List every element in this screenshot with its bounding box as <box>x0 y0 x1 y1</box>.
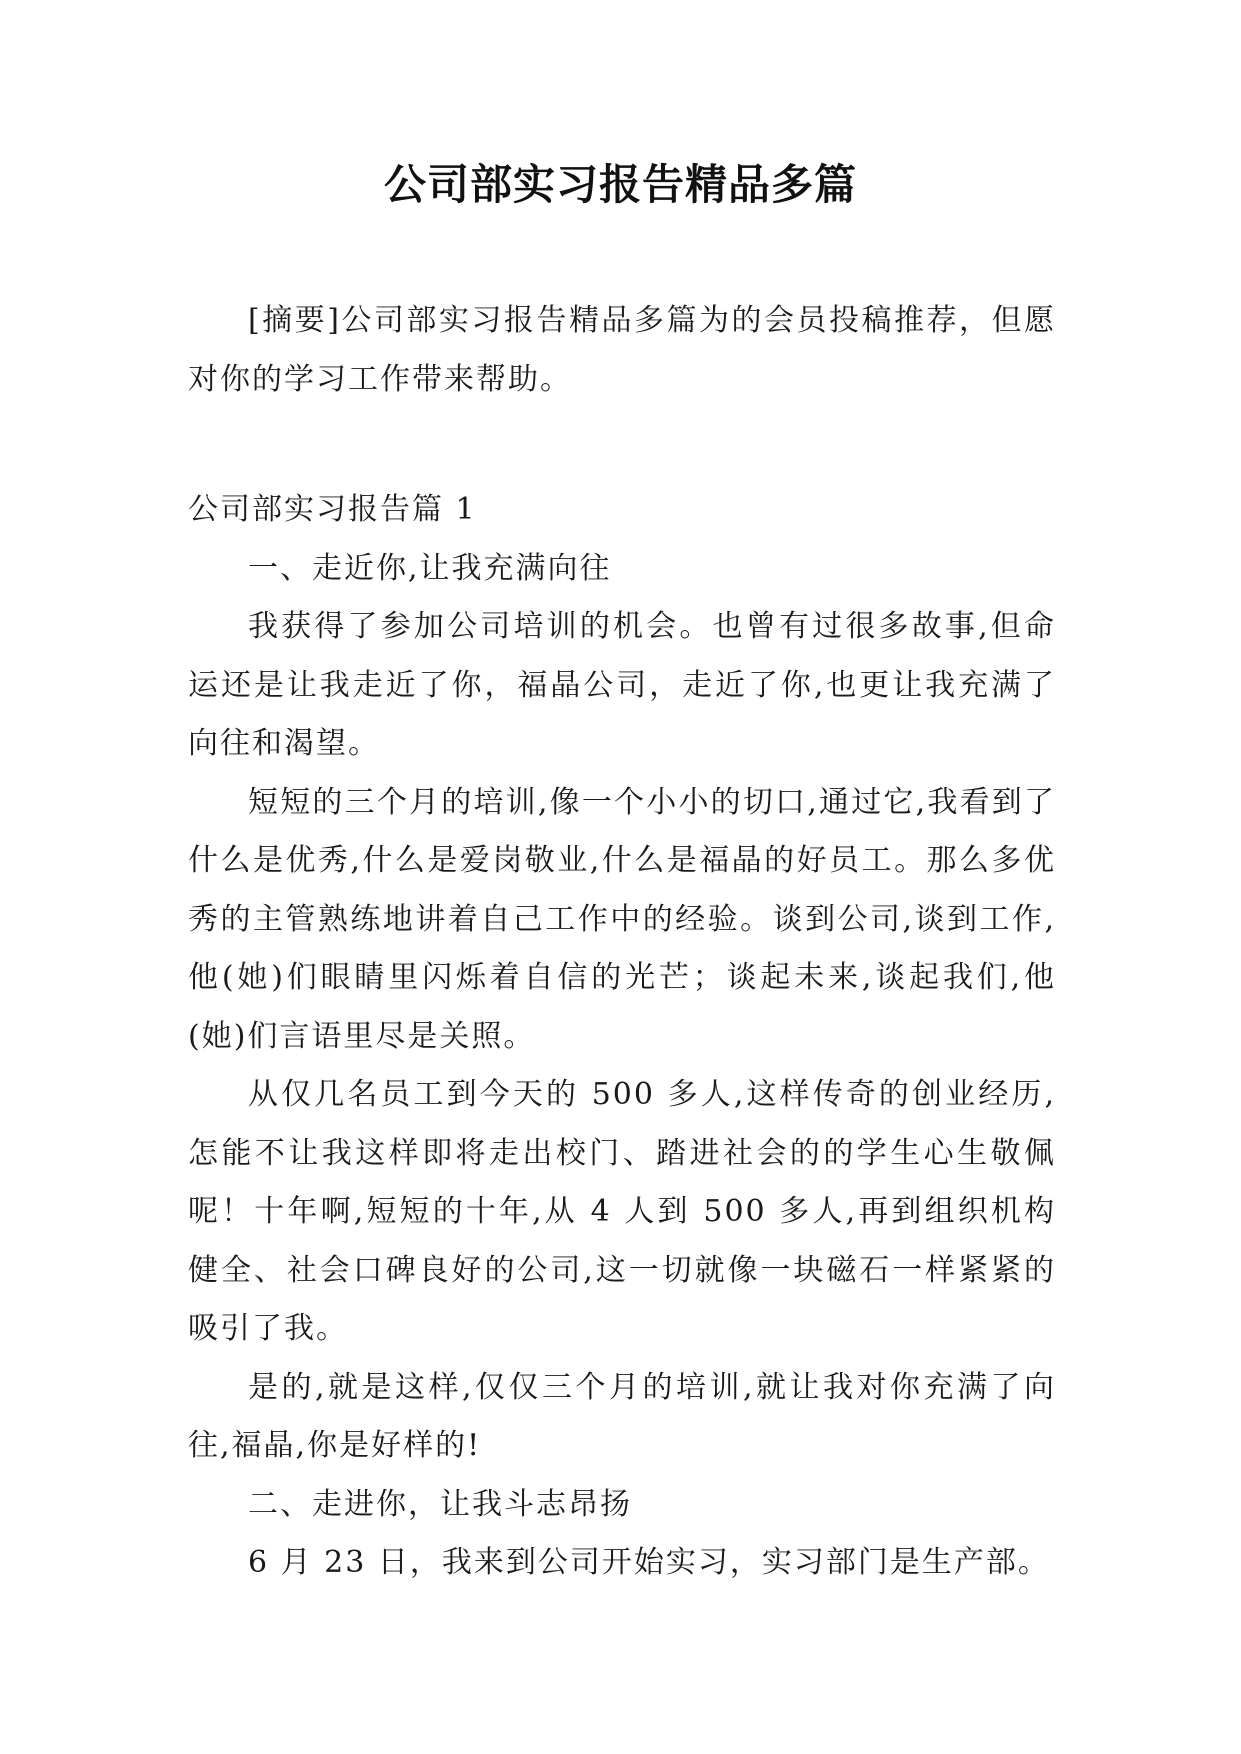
document-title: 公司部实习报告精品多篇 <box>383 160 857 209</box>
body-paragraph: 6 月 23 日，我来到公司开始实习，实习部门是生产部。 <box>248 1545 1050 1580</box>
abstract-paragraph: [摘要]公司部实习报告精品多篇为的会员投稿推荐，但愿对你的学习工作带来帮助。 <box>188 303 1056 397</box>
subheading-2: 二、走进你，让我斗志昂扬 <box>248 1486 632 1522</box>
body-paragraph: 短短的三个月的培训,像一个小小的切口,通过它,我看到了什么是优秀,什么是爱岗敬业,什么是福晶的好员工。那么多优秀的主管熟练地讲着自己工作中的经验。谈到公司,谈到工作,他(她)们眼睛里闪烁着自信的光芒；谈起未来,谈起我们,他(她)们言语里尽是关照。 <box>188 784 1056 1054</box>
document-body <box>188 292 1056 1593</box>
spacer <box>188 409 1056 481</box>
body-paragraph: 我获得了参加公司培训的机会。也曾有过很多故事,但命运还是让我走近了你，福晶公司，走近了你,也更让我充满了向往和渴望。 <box>188 609 1056 761</box>
section-heading: 公司部实习报告篇 1 <box>188 492 477 527</box>
subheading-1: 一、走近你,让我充满向往 <box>248 550 612 586</box>
body-paragraph: 是的,就是这样,仅仅三个月的培训,就让我对你充满了向往,福晶,你是好样的! <box>188 1369 1056 1463</box>
body-paragraph: 从仅几名员工到今天的 500 多人,这样传奇的创业经历,怎能不让我这样即将走出校门、踏进社会的的学生心生敬佩呢！十年啊,短短的十年,从 4 人到 500 多人,再到组织机构健全、社会口碑良好的公司,这一切就像一块磁石一样紧紧的吸引了我。 <box>188 1077 1056 1346</box>
